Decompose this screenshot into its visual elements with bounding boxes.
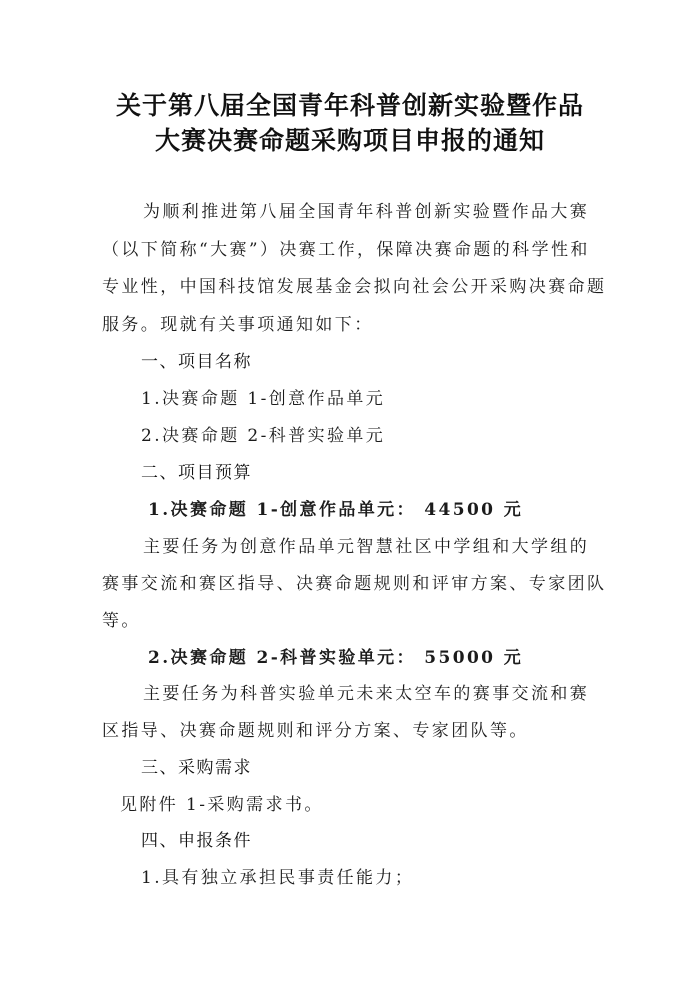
intro-line-2: （以下简称“大赛”）决赛工作，保障决赛命题的科学性和 bbox=[102, 240, 590, 260]
document-title-line-1: 关于第八届全国青年科普创新实验暨作品 bbox=[115, 91, 584, 120]
budget-item-1-desc-line-2: 赛事交流和赛区指导、决赛命题规则和评审方案、专家团队 bbox=[102, 574, 607, 594]
intro-line-1: 为顺利推进第八届全国青年科普创新实验暨作品大赛 bbox=[143, 202, 590, 222]
section-2-heading: 二、项目预算 bbox=[141, 463, 252, 483]
intro-line-3: 专业性，中国科技馆发展基金会拟向社会公开采购决赛命题 bbox=[102, 277, 607, 297]
section-1-item-1: 1.决赛命题 1-创意作品单元 bbox=[141, 389, 386, 409]
budget-item-2-desc-line-1: 主要任务为科普实验单元未来太空车的赛事交流和赛 bbox=[143, 684, 590, 704]
section-3-line-1: 见附件 1-采购需求书。 bbox=[120, 795, 324, 815]
section-4-line-1: 1.具有独立承担民事责任能力； bbox=[141, 868, 415, 888]
budget-item-1-title: 1.决赛命题 1-创意作品单元： 44500 元 bbox=[148, 500, 524, 520]
budget-item-2-desc-line-2: 区指导、决赛命题规则和评分方案、专家团队等。 bbox=[102, 721, 529, 741]
budget-item-1-desc-line-1: 主要任务为创意作品单元智慧社区中学组和大学组的 bbox=[143, 537, 590, 557]
intro-line-4: 服务。现就有关事项通知如下： bbox=[102, 315, 374, 335]
section-4-heading: 四、申报条件 bbox=[141, 831, 252, 851]
budget-item-2-title: 2.决赛命题 2-科普实验单元： 55000 元 bbox=[148, 648, 524, 668]
section-1-heading: 一、项目名称 bbox=[141, 352, 252, 372]
section-1-item-2: 2.决赛命题 2-科普实验单元 bbox=[141, 426, 386, 446]
section-3-heading: 三、采购需求 bbox=[141, 758, 252, 778]
budget-item-1-desc-line-3: 等。 bbox=[102, 611, 141, 631]
document-title-line-2: 大赛决赛命题采购项目申报的通知 bbox=[154, 126, 545, 155]
